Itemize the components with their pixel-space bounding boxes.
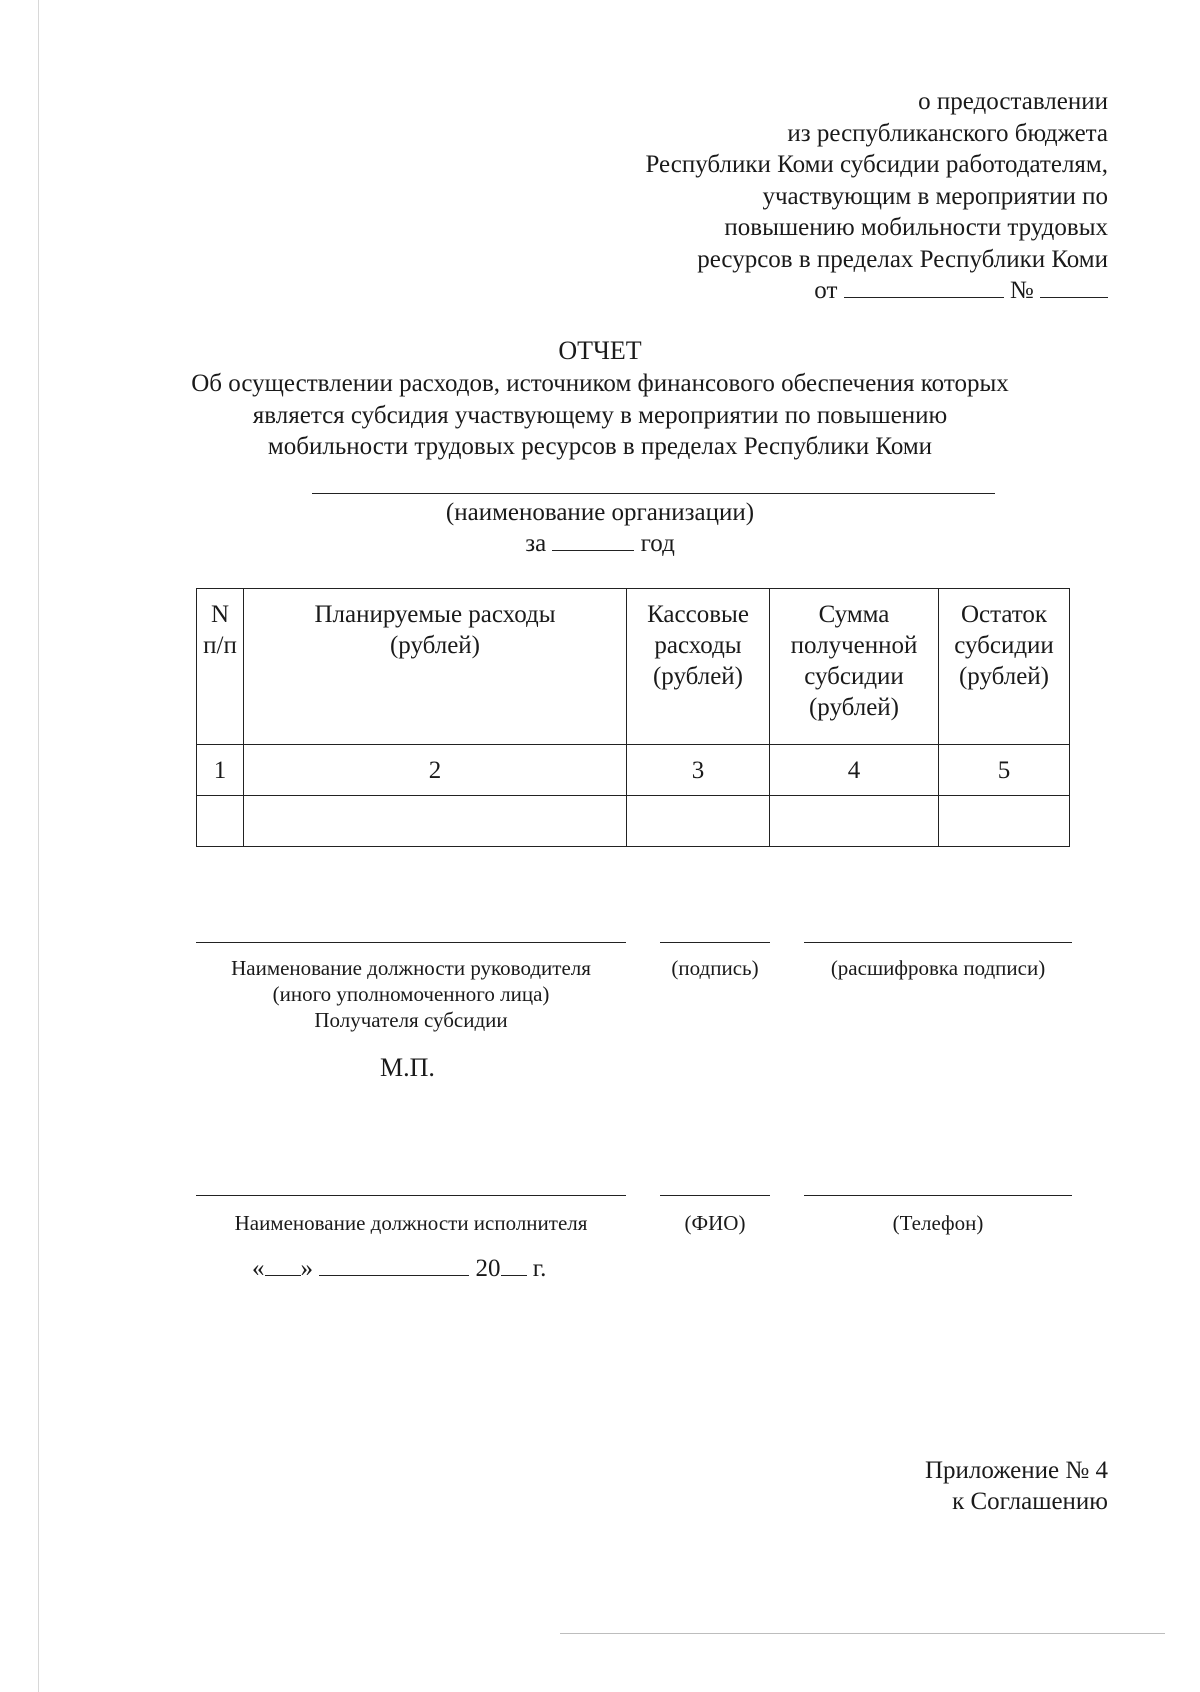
header-text: (рублей) [389, 632, 481, 659]
organization-name-line [312, 493, 995, 494]
header-cell-balance [939, 589, 1070, 745]
header-line: о предоставлении [918, 88, 1108, 115]
signing-date-line [252, 1255, 546, 1283]
page-left-edge [38, 0, 39, 1692]
subtitle-line: является субсидия участвующему в мероприятии по повышению [252, 401, 948, 429]
table-cell: 2 [244, 745, 627, 796]
executor-phone-line [804, 1195, 1072, 1196]
caption-line: (иного уполномоченного лица) [272, 982, 550, 1006]
executor-name-line [660, 1195, 770, 1196]
header-text: субсидии [804, 663, 904, 690]
table-cell [197, 796, 244, 847]
table-header-row [197, 589, 1070, 745]
header-cell-cash [627, 589, 770, 745]
header-text: Остаток [960, 601, 1048, 628]
table-cell [939, 796, 1070, 847]
year-prefix: за [525, 530, 547, 557]
date-open-quote: « [252, 1255, 265, 1282]
year-abbrev: г. [532, 1255, 547, 1282]
date-close-quote: » [300, 1255, 313, 1282]
year-line [0, 528, 1200, 559]
table-cell [244, 796, 627, 847]
subtitle-line: мобильности трудовых ресурсов в пределах Республики Коми [267, 433, 933, 460]
table-empty-row [197, 796, 1070, 847]
report-table [196, 588, 1070, 847]
executor-position-caption: Наименование должности исполнителя [234, 1211, 588, 1235]
head-position-line [196, 942, 626, 943]
year-blank [552, 528, 634, 551]
header-cell-planned [244, 589, 627, 745]
organization-caption: (наименование организации) [445, 499, 755, 526]
header-line: участвующим в мероприятии по [762, 182, 1108, 210]
signature-decoding-caption: (расшифровка подписи) [830, 956, 1046, 980]
executor-name-caption: (ФИО) [684, 1211, 746, 1235]
header-text: (рублей) [652, 663, 744, 690]
header-date-line [645, 275, 1108, 307]
header-line: из республиканского бюджета [787, 119, 1108, 147]
header-text: полученной [790, 632, 918, 659]
header-line: ресурсов в пределах Республики Коми [697, 245, 1108, 273]
header-text: Сумма [818, 601, 890, 628]
header-cell-number [197, 589, 244, 745]
date-blank [844, 275, 1004, 298]
month-blank [319, 1255, 469, 1276]
header-text: Планируемые расходы [314, 601, 556, 628]
executor-position-line [196, 1195, 626, 1196]
signature-line [660, 942, 770, 943]
appendix-line: Приложение № 4 [924, 1457, 1108, 1484]
header-text: (рублей) [958, 663, 1050, 690]
header-text: субсидии [954, 632, 1054, 659]
header-text: п/п [203, 632, 237, 659]
header-line: Республики Коми субсидии работодателям, [645, 151, 1108, 178]
signature-caption: (подпись) [671, 956, 759, 980]
report-subtitle [100, 368, 1100, 463]
header-text: N [210, 601, 230, 628]
appendix-block [925, 1455, 1108, 1517]
number-sign: № [1009, 277, 1034, 304]
header-text: Кассовые [647, 601, 749, 628]
header-block [645, 86, 1108, 307]
table-cell: 4 [770, 745, 939, 796]
header-text: (рублей) [808, 694, 900, 721]
caption-line: Наименование должности руководителя [231, 956, 591, 980]
header-cell-received [770, 589, 939, 745]
page-bottom-edge [560, 1633, 1165, 1634]
table-numbers-row [197, 745, 1070, 796]
stamp-place: М.П. [380, 1053, 435, 1082]
year-digits-blank [501, 1255, 527, 1276]
signature-decoding-line [804, 942, 1072, 943]
caption-line: Получателя субсидии [314, 1008, 508, 1032]
year-suffix: год [640, 530, 675, 557]
header-text: расходы [654, 632, 742, 659]
day-blank [265, 1255, 301, 1276]
head-position-caption [196, 955, 626, 1033]
executor-phone-caption: (Телефон) [892, 1211, 984, 1235]
year-prefix-20: 20 [475, 1255, 501, 1282]
table-cell [770, 796, 939, 847]
subtitle-line: Об осуществлении расходов, источником финансового обеспечения которых [191, 370, 1009, 397]
date-prefix: от [814, 277, 838, 304]
table-cell: 1 [197, 745, 244, 796]
report-title: ОТЧЕТ [558, 336, 642, 365]
table-cell [627, 796, 770, 847]
number-blank [1040, 275, 1108, 298]
header-line: повышению мобильности трудовых [724, 214, 1108, 241]
table-cell: 5 [939, 745, 1070, 796]
table-cell: 3 [627, 745, 770, 796]
appendix-line: к Соглашению [952, 1488, 1108, 1515]
